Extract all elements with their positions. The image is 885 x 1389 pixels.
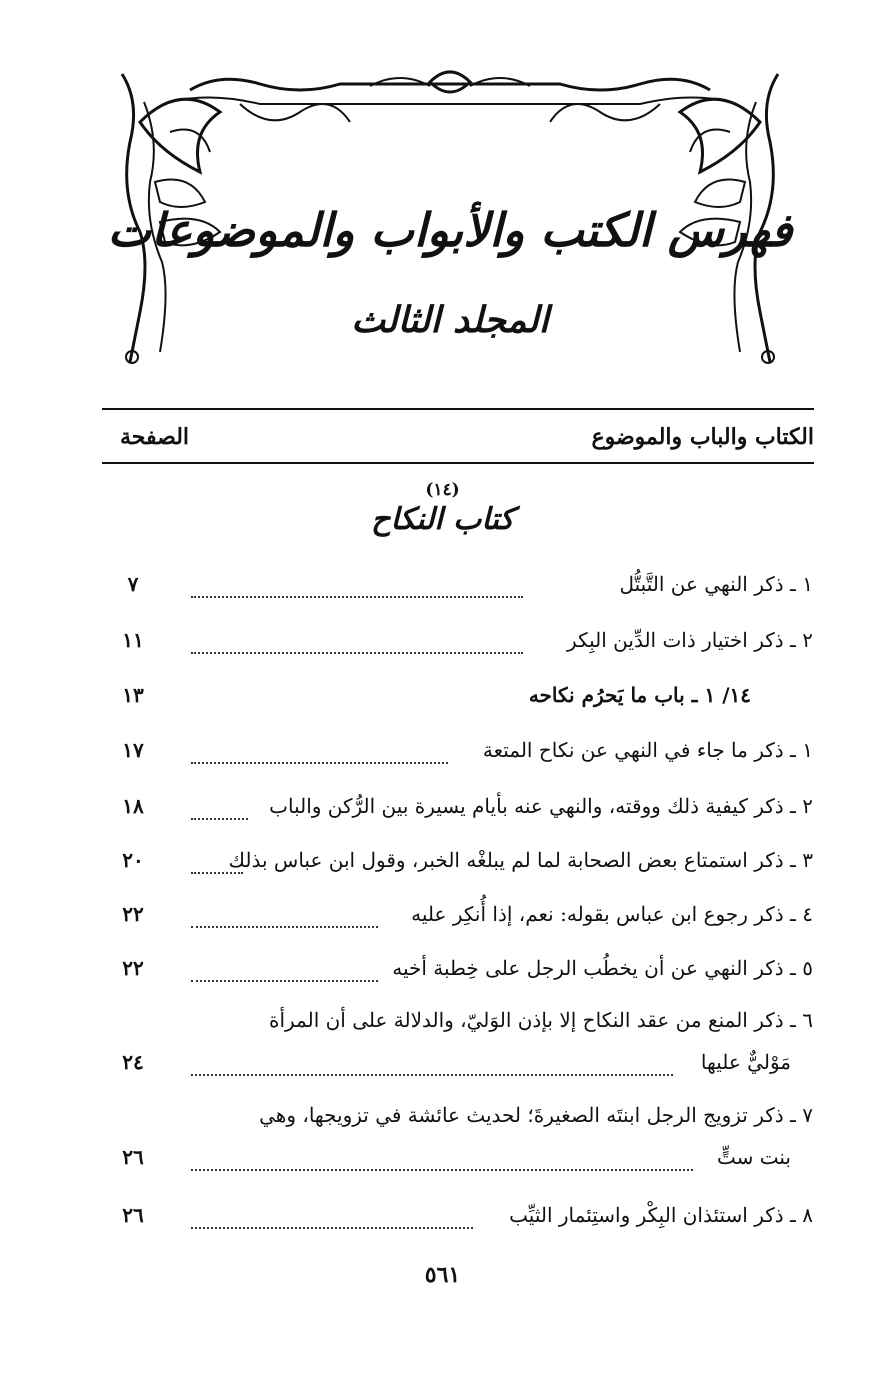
column-header-topic: الكتاب والباب والموضوع [591,424,814,450]
leader-dots [191,978,378,982]
toc-entry[interactable] [113,786,813,826]
entry-page: ٢٢ [122,956,144,980]
leader-dots [191,1072,673,1076]
volume-subtitle: المجلد الثالث [351,299,549,341]
entry-text: ٢ ـ ذكر كيفية ذلك ووقته، والنهي عنه بأيام يسيرة بين الرُّكن والباب [269,794,813,818]
leader-dots [191,650,523,654]
entry-page: ١٨ [122,794,144,818]
page-number: ٥٦١ [424,1262,461,1288]
leader-dots [191,760,448,764]
entry-page: ٢٠ [122,848,144,872]
entry-text: ٥ ـ ذكر النهي عن أن يخطُب الرجل على خِطبة أخيه [392,956,813,980]
toc-entry[interactable] [113,620,813,660]
toc-entry[interactable] [113,1195,813,1235]
toc-section-heading[interactable] [113,675,813,715]
header-bottom-rule [102,462,814,464]
leader-dots [191,924,378,928]
entry-text: ٣ ـ ذكر استمتاع بعض الصحابة لما لم يبلغْه الخبر، وقول ابن عباس بذلك [228,848,813,872]
entry-page: ٧ [127,572,139,596]
entry-page: ٢٦ [122,1145,144,1169]
entry-text: ١ ـ ذكر النهي عن التَّبتُّل [619,572,813,596]
entry-page: ٢٦ [122,1203,144,1227]
page-title: فهرس الكتب والأبواب والموضوعات [107,203,793,257]
toc-entry[interactable] [113,948,813,988]
leader-dots [191,870,243,874]
toc-entry[interactable] [113,894,813,934]
entry-text: ٨ ـ ذكر استئذان البِكْر واستِئمار الثيِّب [509,1203,813,1227]
leader-dots [191,1225,473,1229]
entry-page: ٢٤ [122,1050,144,1074]
entry-page: ١٣ [122,683,144,707]
column-header-row [102,420,814,458]
leader-dots [191,594,523,598]
entry-text: ٤ ـ ذكر رجوع ابن عباس بقوله: نعم، إذا أُنكِر عليه [411,902,813,926]
header-top-rule [102,408,814,410]
leader-dots [191,816,248,820]
entry-text: ٦ ـ ذكر المنع من عقد النكاح إلا بإذن الوَليّ، والدلالة على أن المرأة [268,1008,813,1032]
entry-text: ٢ ـ ذكر اختيار ذات الدِّين البِكر [567,628,813,652]
entry-text-continuation: بنت ستٍّ [717,1145,791,1169]
toc-entry[interactable] [113,564,813,604]
toc-entry[interactable] [113,1095,813,1191]
entry-page: ١١ [122,628,144,652]
column-header-page: الصفحة [120,424,190,450]
entry-text: ١٤/ ١ ـ باب ما يَحرُم نكاحه [528,683,751,707]
entry-text-continuation: مَوْليٌّ عليها [700,1050,791,1074]
leader-dots [191,1167,693,1171]
entry-page: ١٧ [122,738,144,762]
entry-text: ٧ ـ ذكر تزويج الرجل ابنتَه الصغيرةَ؛ لحديث عائشة في تزويجها، وهي [259,1103,813,1127]
toc-entry[interactable] [113,730,813,770]
entry-text: ١ ـ ذكر ما جاء في النهي عن نكاح المتعة [482,738,813,762]
book-title: كتاب النكاح [371,502,514,537]
toc-entry[interactable] [113,1000,813,1096]
book-number: (١٤) [425,480,460,500]
entry-page: ٢٢ [122,902,144,926]
toc-entry[interactable] [113,840,813,880]
